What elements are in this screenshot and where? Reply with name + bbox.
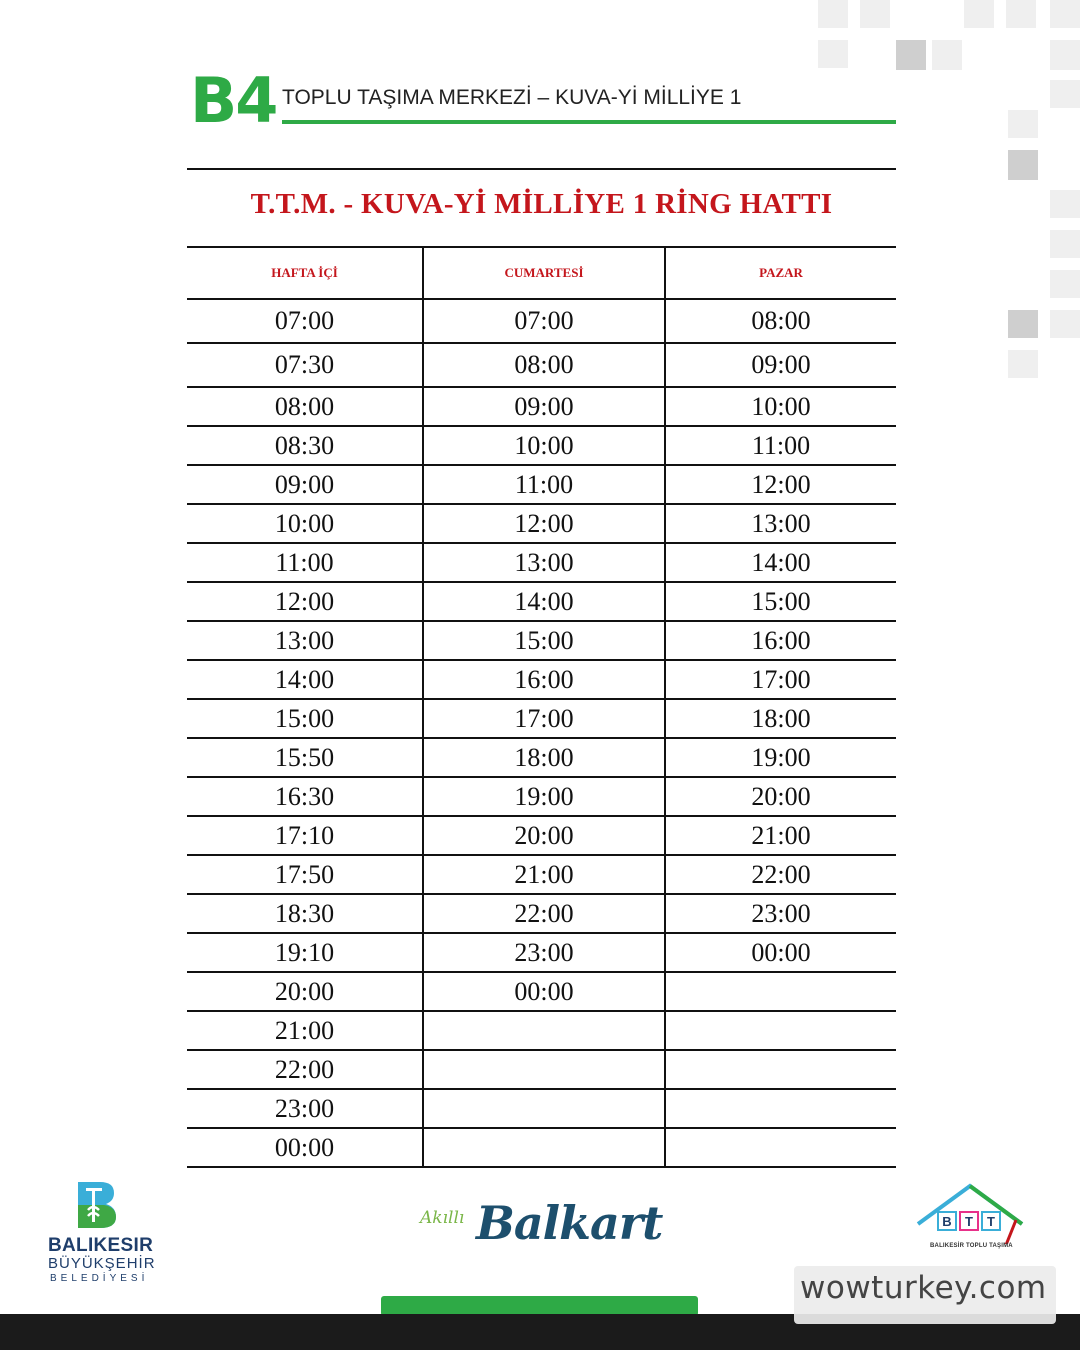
weekday-time-cell: 08:30 xyxy=(187,426,423,465)
table-row xyxy=(187,582,896,621)
sunday-time-cell: 11:00 xyxy=(665,426,896,465)
weekday-time-cell: 16:30 xyxy=(187,777,423,816)
table-row xyxy=(187,1011,896,1050)
timetable-title: T.T.M. - KUVA-Yİ MİLLİYE 1 RİNG HATTI xyxy=(250,188,833,220)
sunday-time-cell xyxy=(665,1050,896,1089)
table-row xyxy=(187,299,896,343)
weekday-time-cell: 15:00 xyxy=(187,699,423,738)
table-row xyxy=(187,621,896,660)
saturday-time-cell: 16:00 xyxy=(423,660,665,699)
saturday-time-cell: 20:00 xyxy=(423,816,665,855)
sunday-time-cell: 13:00 xyxy=(665,504,896,543)
sunday-time-cell: 14:00 xyxy=(665,543,896,582)
municipality-b-icon xyxy=(76,1180,118,1230)
weekday-time-cell: 07:00 xyxy=(187,299,423,343)
saturday-time-cell xyxy=(423,1011,665,1050)
sunday-time-cell: 09:00 xyxy=(665,343,896,387)
table-row xyxy=(187,343,896,387)
table-row xyxy=(187,777,896,816)
column-header-sunday: PAZAR xyxy=(665,247,896,299)
table-row xyxy=(187,972,896,1011)
sheet-top-rule xyxy=(187,168,896,170)
table-row xyxy=(187,1089,896,1128)
table-row xyxy=(187,1128,896,1167)
btt-caption: BALIKESİR TOPLU TAŞIMA xyxy=(930,1243,1013,1249)
sunday-time-cell: 16:00 xyxy=(665,621,896,660)
timetable xyxy=(187,246,896,1168)
weekday-time-cell: 19:10 xyxy=(187,933,423,972)
saturday-time-cell xyxy=(423,1050,665,1089)
table-row xyxy=(187,699,896,738)
table-row xyxy=(187,426,896,465)
sunday-time-cell: 21:00 xyxy=(665,816,896,855)
sunday-time-cell: 00:00 xyxy=(665,933,896,972)
table-row xyxy=(187,543,896,582)
weekday-time-cell: 23:00 xyxy=(187,1089,423,1128)
balkart-prefix: Akıllı xyxy=(420,1208,465,1228)
saturday-time-cell: 21:00 xyxy=(423,855,665,894)
saturday-time-cell xyxy=(423,1128,665,1167)
column-header-saturday: CUMARTESİ xyxy=(423,247,665,299)
sunday-time-cell: 10:00 xyxy=(665,387,896,426)
saturday-time-cell: 08:00 xyxy=(423,343,665,387)
weekday-time-cell: 18:30 xyxy=(187,894,423,933)
sunday-time-cell xyxy=(665,972,896,1011)
btt-letter-t2: T xyxy=(987,1214,995,1229)
weekday-time-cell: 21:00 xyxy=(187,1011,423,1050)
saturday-time-cell: 15:00 xyxy=(423,621,665,660)
saturday-time-cell: 12:00 xyxy=(423,504,665,543)
weekday-time-cell: 17:10 xyxy=(187,816,423,855)
table-row xyxy=(187,816,896,855)
sunday-time-cell: 20:00 xyxy=(665,777,896,816)
timetable-body xyxy=(187,299,896,1167)
sunday-time-cell: 23:00 xyxy=(665,894,896,933)
sunday-time-cell xyxy=(665,1011,896,1050)
weekday-time-cell: 17:50 xyxy=(187,855,423,894)
timetable-header-row xyxy=(187,247,896,299)
btt-roof-icon xyxy=(912,1180,1030,1244)
weekday-time-cell: 12:00 xyxy=(187,582,423,621)
weekday-time-cell: 00:00 xyxy=(187,1128,423,1167)
sunday-time-cell: 17:00 xyxy=(665,660,896,699)
sunday-time-cell: 19:00 xyxy=(665,738,896,777)
table-row xyxy=(187,387,896,426)
balkart-logo xyxy=(420,1196,680,1266)
saturday-time-cell: 11:00 xyxy=(423,465,665,504)
sunday-time-cell: 15:00 xyxy=(665,582,896,621)
route-code: B4 xyxy=(190,64,277,137)
municipality-line3: BELEDİYESİ xyxy=(50,1273,149,1284)
municipality-line2: BÜYÜKŞEHİR xyxy=(48,1255,156,1272)
btt-logo xyxy=(912,1180,1030,1260)
weekday-time-cell: 10:00 xyxy=(187,504,423,543)
table-row xyxy=(187,855,896,894)
weekday-time-cell: 08:00 xyxy=(187,387,423,426)
saturday-time-cell: 14:00 xyxy=(423,582,665,621)
weekday-time-cell: 15:50 xyxy=(187,738,423,777)
weekday-time-cell: 09:00 xyxy=(187,465,423,504)
weekday-time-cell: 13:00 xyxy=(187,621,423,660)
weekday-time-cell: 14:00 xyxy=(187,660,423,699)
saturday-time-cell: 23:00 xyxy=(423,933,665,972)
table-row xyxy=(187,660,896,699)
sunday-time-cell: 12:00 xyxy=(665,465,896,504)
saturday-time-cell xyxy=(423,1089,665,1128)
weekday-time-cell: 11:00 xyxy=(187,543,423,582)
green-accent-bar xyxy=(381,1296,698,1316)
sunday-time-cell: 22:00 xyxy=(665,855,896,894)
sunday-time-cell xyxy=(665,1089,896,1128)
watermark-text: wowturkey.com xyxy=(800,1270,1047,1306)
saturday-time-cell: 10:00 xyxy=(423,426,665,465)
saturday-time-cell: 09:00 xyxy=(423,387,665,426)
weekday-time-cell: 22:00 xyxy=(187,1050,423,1089)
table-row xyxy=(187,504,896,543)
saturday-time-cell: 17:00 xyxy=(423,699,665,738)
municipality-line1: BALIKESIR xyxy=(48,1235,154,1256)
saturday-time-cell: 18:00 xyxy=(423,738,665,777)
table-row xyxy=(187,933,896,972)
saturday-time-cell: 22:00 xyxy=(423,894,665,933)
saturday-time-cell: 07:00 xyxy=(423,299,665,343)
weekday-time-cell: 20:00 xyxy=(187,972,423,1011)
table-row xyxy=(187,465,896,504)
saturday-time-cell: 19:00 xyxy=(423,777,665,816)
sunday-time-cell xyxy=(665,1128,896,1167)
saturday-time-cell: 00:00 xyxy=(423,972,665,1011)
sunday-time-cell: 18:00 xyxy=(665,699,896,738)
column-header-weekday: HAFTA İÇİ xyxy=(187,247,423,299)
table-row xyxy=(187,738,896,777)
sunday-time-cell: 08:00 xyxy=(665,299,896,343)
route-underline xyxy=(282,120,896,124)
table-row xyxy=(187,894,896,933)
table-row xyxy=(187,1050,896,1089)
weekday-time-cell: 07:30 xyxy=(187,343,423,387)
btt-letter-t1: T xyxy=(965,1214,973,1229)
btt-letter-b: B xyxy=(942,1214,952,1229)
saturday-time-cell: 13:00 xyxy=(423,543,665,582)
balkart-name: Balkart xyxy=(476,1196,663,1250)
route-name: TOPLU TAŞIMA MERKEZİ – KUVA-Yİ MİLLİYE 1 xyxy=(282,86,742,109)
